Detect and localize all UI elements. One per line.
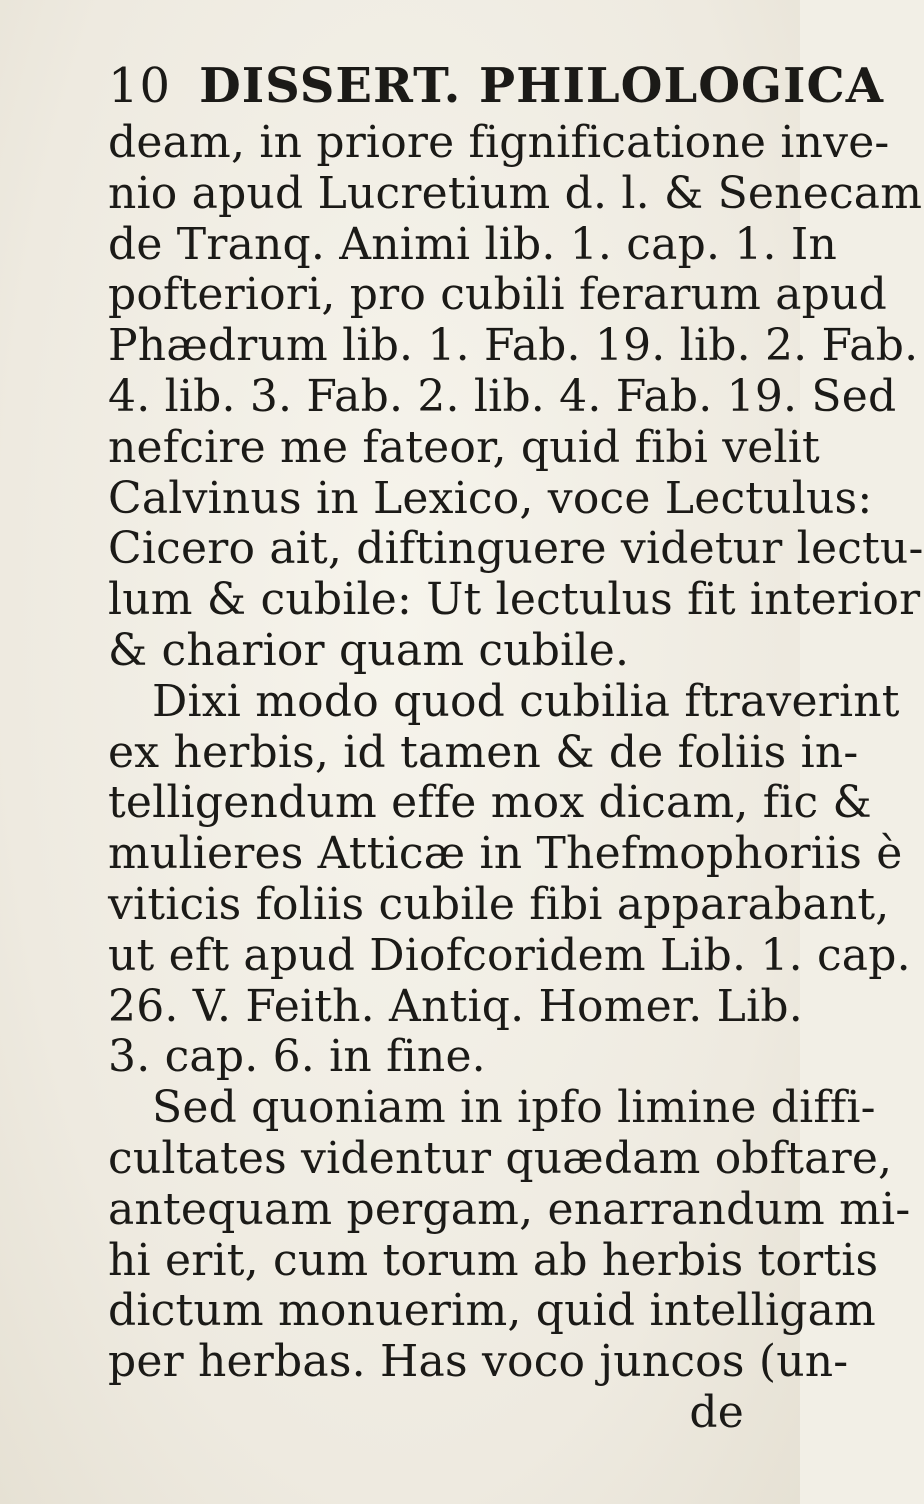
text-line: Cicero ait, diftinguere videtur lectu- [108,523,924,575]
text-line: cultates videntur quædam obftare, [108,1132,893,1184]
text-line: nio apud Lucretium d. l. & Senecam [108,167,923,219]
text-line: Dixi modo quod cubilia ftraverint [152,675,900,727]
text-line: viticis foliis cubile fibi apparabant, [108,878,890,930]
text-line: & charior quam cubile. [108,624,630,676]
text-line: de Tranq. Animi lib. 1. cap. 1. In [108,218,837,270]
running-title: DISSERT. PHILOLOGICA [199,58,884,114]
text-line: Sed quoniam in ipfo limine diffi- [152,1082,876,1134]
text-line: mulieres Atticæ in Thefmophoriis è [108,828,903,880]
text-line: nefcire me fateor, quid fibi velit [108,421,820,473]
text-line: deam, in priore fignificatione inve- [108,117,890,168]
text-line: lum & cubile: Ut lectulus fit interior [108,574,921,626]
text-line: antequam pergam, enarrandum mi- [108,1183,911,1235]
running-header [108,58,884,114]
text-line: hi erit, cum torum ab herbis tortis [108,1234,879,1286]
text-line: dictum monuerim, quid intelligam [108,1285,876,1337]
text-line: Phædrum lib. 1. Fab. 19. lib. 2. Fab. [108,320,919,372]
text-line: 3. cap. 6. in fine. [108,1031,486,1083]
page-number: 10 [108,58,172,114]
text-line: pofteriori, pro cubili ferarum apud [108,269,887,321]
text-line: Calvinus in Lexico, voce Lectulus: [108,472,873,524]
text-line: per herbas. Has voco juncos (un- [108,1336,849,1388]
text-line: 4. lib. 3. Fab. 2. lib. 4. Fab. 19. Sed [108,370,897,422]
catchword: de [689,1386,744,1438]
text-line: ex herbis, id tamen & de foliis in- [108,726,859,778]
text-line: telligendum effe mox dicam, fic & [108,777,872,829]
text-line: 26. V. Feith. Antiq. Homer. Lib. [108,980,803,1032]
text-line: ut eft apud Diofcoridem Lib. 1. cap. [108,929,911,981]
body-text [108,117,924,1439]
